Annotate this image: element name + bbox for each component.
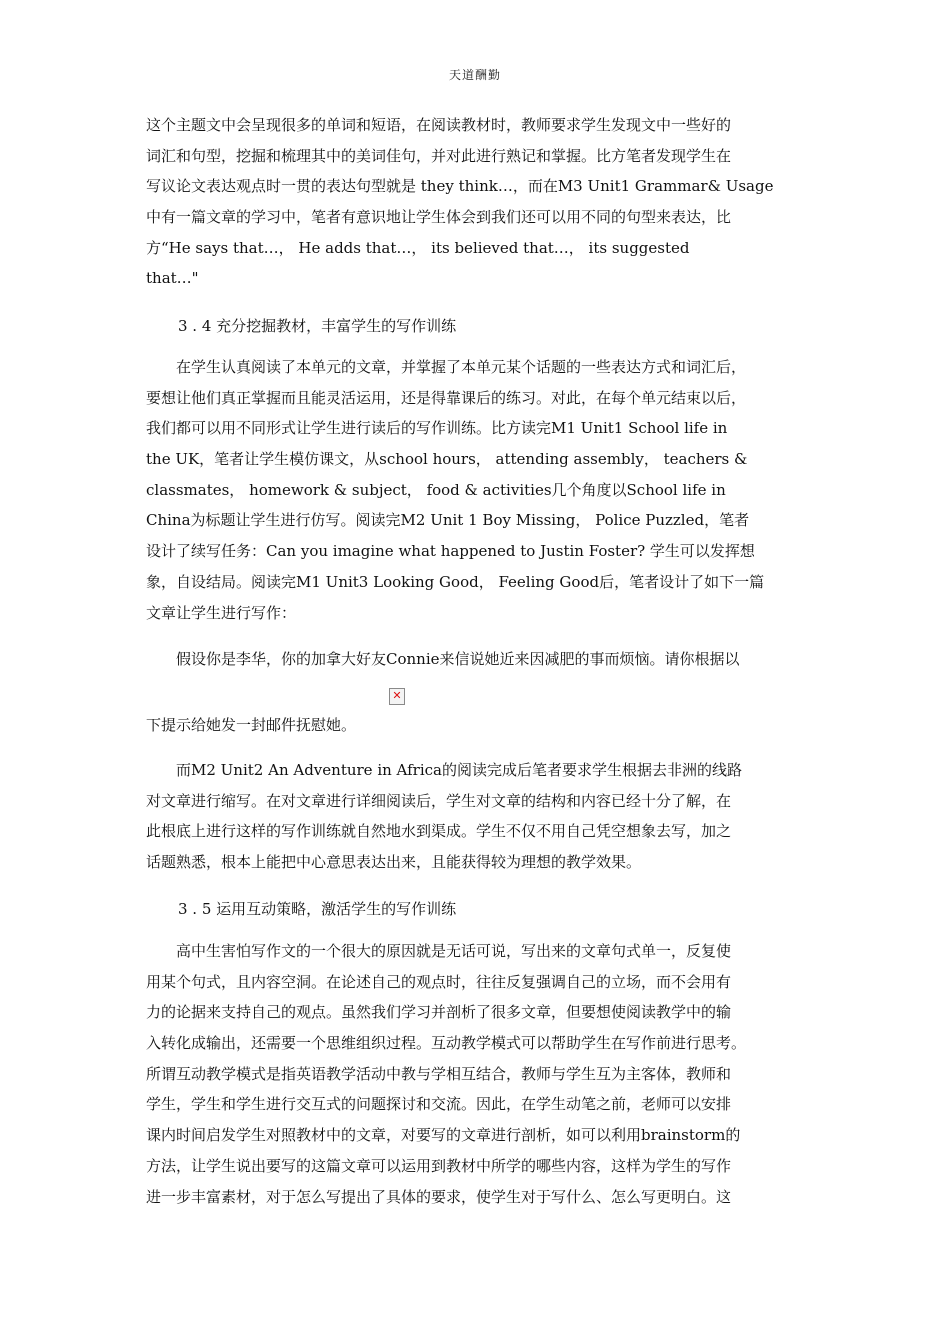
text-line: China为标题让学生进行仿写。阅读完M2 Unit 1 Boy Missing， Police Puzzled，笔者 [146, 511, 750, 530]
text-line: 方法，让学生说出要写的这篇文章可以运用到教材中所学的哪些内容，这样为学生的写作 [146, 1156, 732, 1175]
text-line: 方“He says that…， He adds that…， its believed that…， its suggested [146, 238, 690, 257]
text-line: 学生，学生和学生进行交互式的问题探讨和交流。因此，在学生动笔之前，老师可以安排 [146, 1095, 732, 1114]
text-line: that…" [146, 269, 199, 288]
text-line: 力的论据来支持自己的观点。虽然我们学习并剖析了很多文章，但要想使阅读教学中的输 [146, 1003, 732, 1022]
paragraph-3-line-1 [146, 644, 806, 675]
paragraph-4 [146, 755, 806, 878]
text-line: 中有一篇文章的学习中，笔者有意识地让学生体会到我们还可以用不同的句型来表达，比 [146, 208, 732, 227]
page-header: 天道酬勤 [448, 68, 501, 82]
text-line: 象，自设结局。阅读完M1 Unit3 Looking Good， Feeling Good后，笔者设计了如下一篇 [146, 572, 765, 591]
text-line: 高中生害怕写作文的一个很大的原因就是无话可说，写出来的文章句式单一，反复使 [146, 942, 732, 960]
text-line: the UK，笔者让学生模仿课文，从school hours， attending assembly， teachers & [146, 450, 748, 469]
text-line: 下提示给她发一封邮件抚慰她。 [146, 716, 357, 734]
text-line: 入转化成输出，还需要一个思维组织过程。互动教学模式可以帮助学生在写作前进行思考。 [146, 1034, 747, 1053]
paragraph-3-line-2 [146, 710, 806, 741]
text-line: 文章让学生进行写作： [146, 603, 297, 622]
text-line: 而M2 Unit2 An Adventure in Africa的阅读完成后笔者要求学生根据去非洲的线路 [146, 761, 742, 779]
text-line: 我们都可以用不同形式让学生进行读后的写作训练。比方读完M1 Unit1 School life in [146, 419, 728, 438]
text-line: 用某个句式，且内容空洞。在论述自己的观点时，往往反复强调自己的立场，而不会用有 [146, 972, 732, 991]
text-line: 在学生认真阅读了本单元的文章，并掌握了本单元某个话题的一些表达方式和词汇后， [146, 358, 747, 376]
text-line: 设计了续写任务：Can you imagine what happened to Justin Foster? 学生可以发挥想 [146, 542, 755, 561]
text-line: 话题熟悉，根本上能把中心意思表达出来，且能获得较为理想的教学效果。 [146, 853, 642, 872]
section-heading-3-5: 3 . 5 运用互动策略，激活学生的写作训练 [178, 900, 457, 918]
text-line: 词汇和句型，挖掘和梳理其中的美词佳句，并对此进行熟记和掌握。比方笔者发现学生在 [146, 146, 732, 165]
text-line: classmates， homework & subject， food & activities几个角度以School life in [146, 480, 726, 499]
text-line: 课内时间启发学生对照教材中的文章，对要写的文章进行剖析，如可以利用brainstorm的 [146, 1126, 741, 1145]
text-line: 所谓互动教学模式是指英语教学活动中教与学相互结合，教师与学生互为主客体，教师和 [146, 1064, 732, 1083]
paragraph-5 [146, 936, 806, 1212]
text-line: 此根底上进行这样的写作训练就自然地水到渠成。学生不仅不用自己凭空想象去写，加之 [146, 822, 732, 841]
paragraph-1 [146, 110, 806, 294]
broken-image-mark: ✕ [392, 689, 402, 702]
text-line: 进一步丰富素材，对于怎么写提出了具体的要求，使学生对于写什么、怎么写更明白。这 [146, 1187, 732, 1206]
section-heading-3-4: 3 . 4 充分挖掘教材，丰富学生的写作训练 [178, 317, 457, 335]
paragraph-2 [146, 352, 806, 628]
text-line: 这个主题文中会呈现很多的单词和短语，在阅读教材时，教师要求学生发现文中一些好的 [146, 116, 732, 134]
text-line: 假设你是李华，你的加拿大好友Connie来信说她近来因减肥的事而烦恼。请你根据以 [146, 650, 740, 668]
text-line: 对文章进行缩写。在对文章进行详细阅读后，学生对文章的结构和内容已经十分了解，在 [146, 791, 732, 810]
text-line: 要想让他们真正掌握而且能灵活运用，还是得靠课后的练习。对此，在每个单元结束以后， [146, 388, 747, 407]
text-line: 写议论文表达观点时一贯的表达句型就是 they think…，而在M3 Unit1 Grammar& Usage [146, 177, 774, 196]
broken-image-icon [389, 688, 405, 705]
